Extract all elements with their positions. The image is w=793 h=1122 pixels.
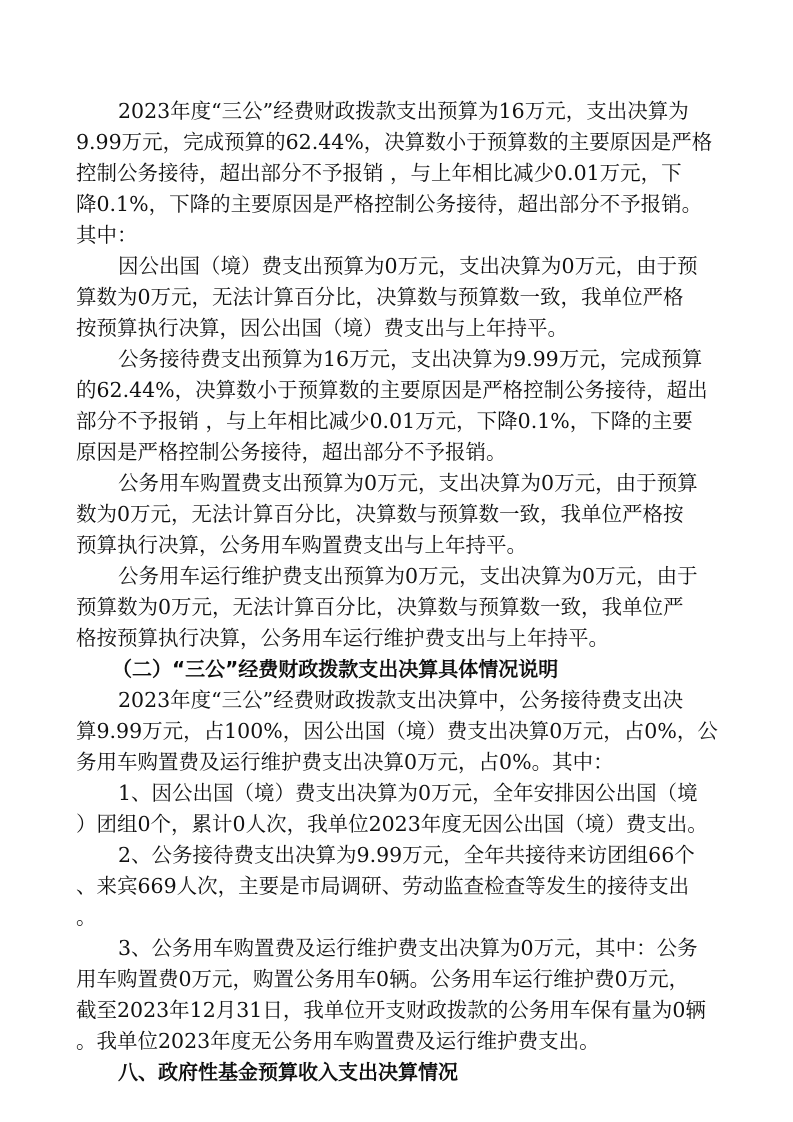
text-line: 用车购置费0万元，购置公务用车0辆。公务用车运行维护费0万元， bbox=[76, 967, 690, 991]
text-line: 。 bbox=[76, 905, 97, 929]
text-line: 9.99万元，完成预算的62.44%，决算数小于预算数的主要原因是严格 bbox=[76, 130, 713, 154]
section-heading: （二）“三公”经费财政拨款支出决算具体情况说明 bbox=[112, 657, 559, 681]
text-line: 公务用车运行维护费支出预算为0万元，支出决算为0万元，由于 bbox=[118, 564, 698, 588]
text-line: 算数为0万元，无法计算百分比，决算数与预算数一致，我单位严格 bbox=[76, 285, 684, 309]
text-line: 按预算执行决算，因公出国（境）费支出与上年持平。 bbox=[76, 316, 568, 340]
text-line: 。我单位2023年度无公务用车购置费及运行维护费支出。 bbox=[76, 1029, 600, 1053]
text-line: 2023年度“三公”经费财政拨款支出决算中，公务接待费支出决 bbox=[118, 688, 684, 712]
text-line: 公务接待费支出预算为16万元，支出决算为9.99万元，完成预算 bbox=[118, 347, 703, 371]
text-line: 预算执行决算，公务用车购置费支出与上年持平。 bbox=[76, 533, 527, 557]
text-line: 3、公务用车购置费及运行维护费支出决算为0万元，其中：公务 bbox=[118, 936, 698, 960]
text-line: 务用车购置费及运行维护费支出决算0万元，占0%。其中： bbox=[76, 750, 614, 774]
text-line: 数为0万元，无法计算百分比，决算数与预算数一致，我单位严格按 bbox=[76, 502, 684, 526]
text-line: 截至2023年12月31日，我单位开支财政拨款的公务用车保有量为0辆 bbox=[76, 998, 706, 1022]
text-line: 公务用车购置费支出预算为0万元，支出决算为0万元，由于预算 bbox=[118, 471, 698, 495]
section-heading: 八、政府性基金预算收入支出决算情况 bbox=[118, 1060, 458, 1084]
text-line: 控制公务接待，超出部分不予报销 ，与上年相比减少0.01万元，下 bbox=[76, 161, 682, 185]
text-line: 其中： bbox=[76, 223, 138, 247]
text-line: 因公出国（境）费支出预算为0万元，支出决算为0万元，由于预 bbox=[118, 254, 698, 278]
text-line: 原因是严格控制公务接待，超出部分不予报销。 bbox=[76, 440, 507, 464]
text-line: 2、公务接待费支出决算为9.99万元，全年共接待来访团组66个 bbox=[118, 843, 695, 867]
text-line: ）团组0个，累计0人次，我单位2023年度无因公出国（境）费支出。 bbox=[76, 812, 708, 836]
text-line: 部分不予报销 ，与上年相比减少0.01万元，下降0.1%，下降的主要 bbox=[76, 409, 693, 433]
text-line: 的62.44%，决算数小于预算数的主要原因是严格控制公务接待，超出 bbox=[76, 378, 708, 402]
text-line: 降0.1%，下降的主要原因是严格控制公务接待，超出部分不予报销。 bbox=[76, 192, 703, 216]
text-line: 、来宾669人次，主要是市局调研、劳动监查检查等发生的接待支出 bbox=[76, 874, 690, 898]
text-line: 2023年度“三公”经费财政拨款支出预算为16万元，支出决算为 bbox=[118, 99, 689, 123]
text-line: 算9.99万元，占100%，因公出国（境）费支出决算0万元，占0%，公 bbox=[76, 719, 718, 743]
text-line: 格按预算执行决算，公务用车运行维护费支出与上年持平。 bbox=[76, 626, 609, 650]
text-line: 1、因公出国（境）费支出决算为0万元，全年安排因公出国（境 bbox=[118, 781, 698, 805]
text-line: 预算数为0万元，无法计算百分比，决算数与预算数一致，我单位严 bbox=[76, 595, 684, 619]
